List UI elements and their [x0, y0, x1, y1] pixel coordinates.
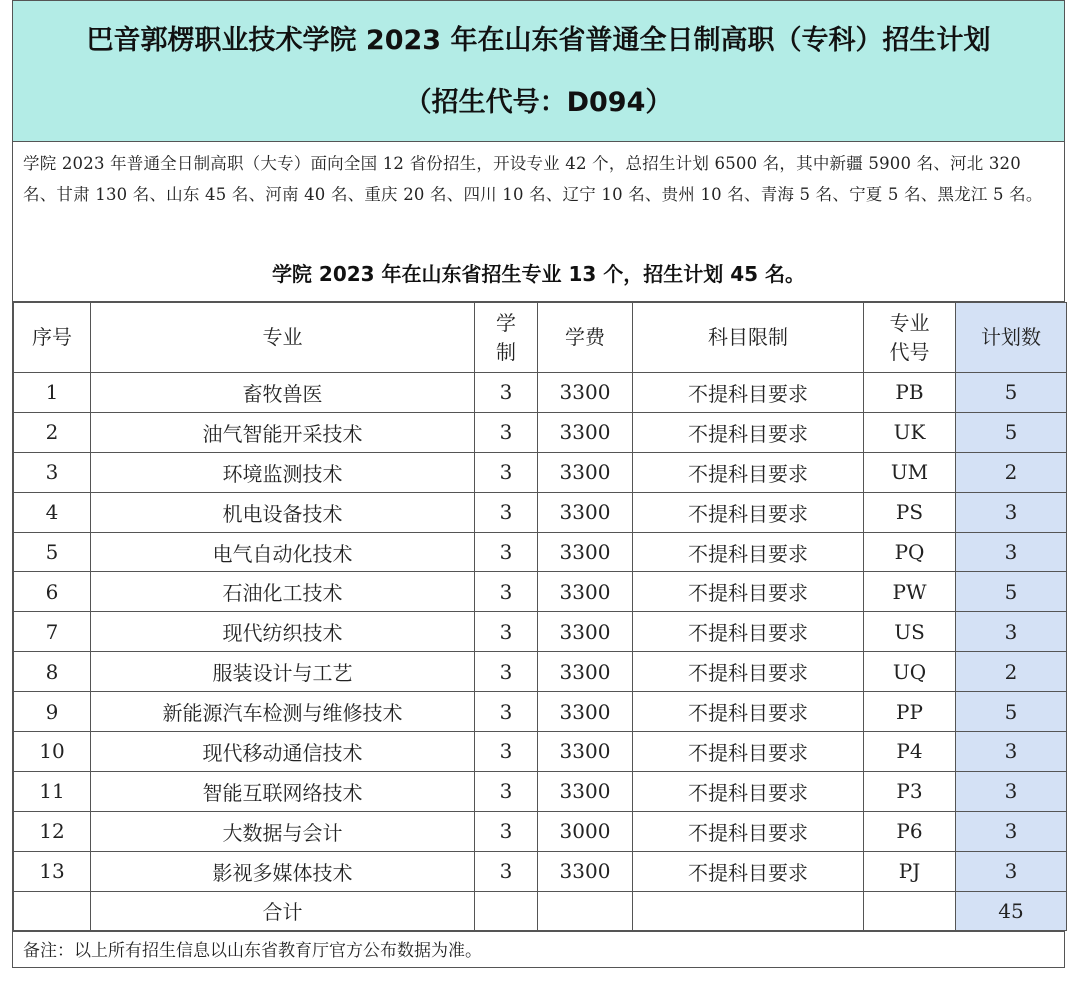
cell-plan: 3	[956, 612, 1067, 652]
table-row	[14, 732, 1067, 772]
cell-plan: 5	[956, 572, 1067, 612]
cell-major: 畜牧兽医	[91, 373, 475, 413]
cell-fee: 3300	[538, 692, 633, 732]
cell-years: 3	[475, 732, 538, 772]
table-row	[14, 492, 1067, 532]
table-row	[14, 811, 1067, 851]
header-no: 序号	[14, 303, 91, 373]
cell-code: PP	[864, 692, 956, 732]
cell-plan: 3	[956, 851, 1067, 891]
total-empty-cell	[538, 891, 633, 930]
cell-fee: 3300	[538, 851, 633, 891]
cell-subject: 不提科目要求	[633, 452, 864, 492]
cell-no: 9	[14, 692, 91, 732]
cell-no: 11	[14, 771, 91, 811]
cell-years: 3	[475, 492, 538, 532]
table-row	[14, 652, 1067, 692]
cell-major: 机电设备技术	[91, 492, 475, 532]
header-code: 专业 代号	[864, 303, 956, 373]
cell-fee: 3000	[538, 811, 633, 851]
total-label: 合计	[91, 891, 475, 930]
cell-plan: 2	[956, 652, 1067, 692]
cell-code: PW	[864, 572, 956, 612]
cell-subject: 不提科目要求	[633, 612, 864, 652]
cell-major: 大数据与会计	[91, 811, 475, 851]
cell-major: 智能互联网络技术	[91, 771, 475, 811]
header-major: 专业	[91, 303, 475, 373]
cell-plan: 2	[956, 452, 1067, 492]
table-row	[14, 532, 1067, 572]
table-row	[14, 851, 1067, 891]
cell-years: 3	[475, 412, 538, 452]
table-row	[14, 412, 1067, 452]
cell-subject: 不提科目要求	[633, 851, 864, 891]
cell-years: 3	[475, 771, 538, 811]
header-fee: 学费	[538, 303, 633, 373]
table-row	[14, 572, 1067, 612]
cell-code: P4	[864, 732, 956, 772]
cell-subject: 不提科目要求	[633, 572, 864, 612]
total-empty-cell	[14, 891, 91, 930]
cell-no: 8	[14, 652, 91, 692]
cell-code: P6	[864, 811, 956, 851]
enrollment-table	[13, 302, 1067, 931]
cell-major: 新能源汽车检测与维修技术	[91, 692, 475, 732]
cell-subject: 不提科目要求	[633, 692, 864, 732]
cell-plan: 5	[956, 373, 1067, 413]
cell-plan: 3	[956, 732, 1067, 772]
table-subtitle: 学院 2023 年在山东省招生专业 13 个，招生计划 45 名。	[271, 262, 806, 286]
table-row	[14, 612, 1067, 652]
cell-fee: 3300	[538, 771, 633, 811]
table-header-row	[14, 303, 1067, 373]
cell-code: UQ	[864, 652, 956, 692]
total-empty-cell	[864, 891, 956, 930]
intro-section	[13, 142, 1064, 302]
cell-years: 3	[475, 851, 538, 891]
cell-subject: 不提科目要求	[633, 492, 864, 532]
cell-years: 3	[475, 811, 538, 851]
cell-code: US	[864, 612, 956, 652]
table-row	[14, 692, 1067, 732]
cell-plan: 3	[956, 811, 1067, 851]
cell-fee: 3300	[538, 492, 633, 532]
cell-plan: 3	[956, 771, 1067, 811]
cell-major: 环境监测技术	[91, 452, 475, 492]
cell-code: PQ	[864, 532, 956, 572]
cell-fee: 3300	[538, 652, 633, 692]
cell-subject: 不提科目要求	[633, 811, 864, 851]
cell-code: UM	[864, 452, 956, 492]
cell-fee: 3300	[538, 373, 633, 413]
cell-code: PB	[864, 373, 956, 413]
cell-code: P3	[864, 771, 956, 811]
cell-no: 5	[14, 532, 91, 572]
cell-major: 现代纺织技术	[91, 612, 475, 652]
cell-no: 3	[14, 452, 91, 492]
cell-plan: 5	[956, 412, 1067, 452]
cell-major: 石油化工技术	[91, 572, 475, 612]
title-banner	[13, 1, 1064, 142]
cell-plan: 3	[956, 492, 1067, 532]
header-plan: 计划数	[956, 303, 1067, 373]
header-subject: 科目限制	[633, 303, 864, 373]
enrollment-plan-sheet	[12, 0, 1065, 968]
header-years: 学 制	[475, 303, 538, 373]
cell-years: 3	[475, 612, 538, 652]
cell-no: 1	[14, 373, 91, 413]
cell-years: 3	[475, 373, 538, 413]
cell-years: 3	[475, 692, 538, 732]
cell-no: 2	[14, 412, 91, 452]
cell-code: UK	[864, 412, 956, 452]
cell-fee: 3300	[538, 572, 633, 612]
cell-subject: 不提科目要求	[633, 373, 864, 413]
cell-fee: 3300	[538, 612, 633, 652]
cell-no: 4	[14, 492, 91, 532]
cell-years: 3	[475, 532, 538, 572]
cell-major: 影视多媒体技术	[91, 851, 475, 891]
intro-paragraph: 学院 2023 年普通全日制高职（大专）面向全国 12 省份招生，开设专业 42 个，总招生计划 6500 名，其中新疆 5900 名、河北 320 名、甘肃 130 名、山东 45 名、河南 40 名、重庆 20 名、四川 10 名、辽宁 10 名、贵州 10 名、青海 5 名、宁夏 5 名、黑龙江 5 名。	[23, 154, 1043, 204]
cell-major: 服装设计与工艺	[91, 652, 475, 692]
cell-fee: 3300	[538, 532, 633, 572]
total-plan: 45	[956, 891, 1067, 930]
cell-major: 现代移动通信技术	[91, 732, 475, 772]
cell-years: 3	[475, 572, 538, 612]
cell-fee: 3300	[538, 732, 633, 772]
footnote: 备注：以上所有招生信息以山东省教育厅官方公布数据为准。	[13, 931, 1064, 971]
cell-major: 电气自动化技术	[91, 532, 475, 572]
cell-no: 10	[14, 732, 91, 772]
cell-subject: 不提科目要求	[633, 732, 864, 772]
cell-subject: 不提科目要求	[633, 771, 864, 811]
cell-subject: 不提科目要求	[633, 412, 864, 452]
cell-code: PS	[864, 492, 956, 532]
cell-years: 3	[475, 652, 538, 692]
cell-no: 12	[14, 811, 91, 851]
cell-fee: 3300	[538, 412, 633, 452]
total-empty-cell	[633, 891, 864, 930]
cell-plan: 5	[956, 692, 1067, 732]
cell-subject: 不提科目要求	[633, 652, 864, 692]
table-row	[14, 373, 1067, 413]
cell-subject: 不提科目要求	[633, 532, 864, 572]
cell-no: 6	[14, 572, 91, 612]
total-row	[14, 891, 1067, 930]
table-row	[14, 452, 1067, 492]
enrollment-code: （招生代号：D094）	[404, 87, 673, 118]
cell-code: PJ	[864, 851, 956, 891]
cell-no: 13	[14, 851, 91, 891]
table-row	[14, 771, 1067, 811]
cell-no: 7	[14, 612, 91, 652]
cell-major: 油气智能开采技术	[91, 412, 475, 452]
cell-fee: 3300	[538, 452, 633, 492]
cell-plan: 3	[956, 532, 1067, 572]
total-empty-cell	[475, 891, 538, 930]
cell-years: 3	[475, 452, 538, 492]
page-title: 巴音郭楞职业技术学院 2023 年在山东省普通全日制高职（专科）招生计划	[86, 25, 991, 56]
